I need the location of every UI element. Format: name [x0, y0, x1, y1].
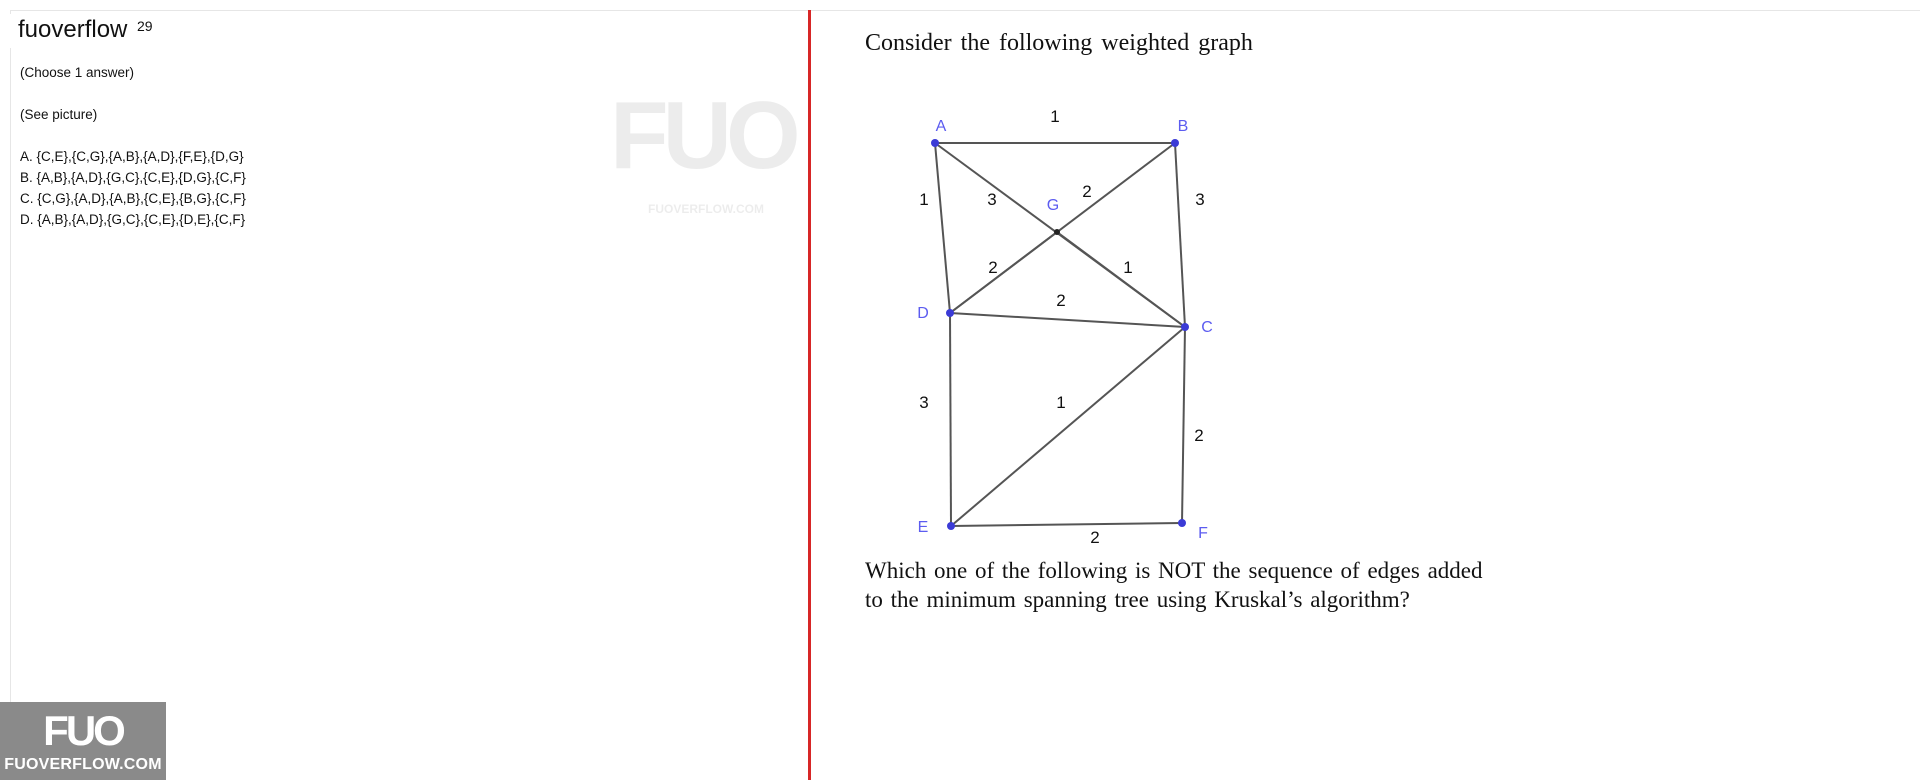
fuoverflow-badge [0, 702, 166, 780]
weight-a-c: 3 [987, 190, 997, 209]
edge-e-f [951, 523, 1182, 526]
graph-edges [935, 143, 1185, 526]
edge-e-c [951, 327, 1185, 526]
vertex-b [1171, 139, 1179, 147]
vertex-a [931, 139, 939, 147]
weight-b-d: 2 [1082, 182, 1092, 201]
weight-d-c: 2 [1056, 291, 1066, 310]
watermark-text: FUOVERFLOW.COM [648, 202, 764, 216]
edge-d-e [950, 313, 951, 526]
weight-g-c: 1 [1123, 258, 1133, 277]
vertex-label-a: A [935, 118, 947, 135]
vertex-d [946, 309, 954, 317]
weight-a-b: 1 [1050, 107, 1060, 126]
option-a[interactable]: A. {C,E},{C,G},{A,B},{A,D},{F,E},{D,G} [20, 149, 244, 164]
vertex-label-g: G [1046, 197, 1060, 214]
weight-d-e: 3 [919, 393, 929, 412]
top-border [10, 10, 1920, 11]
weight-b-c: 3 [1195, 190, 1205, 209]
graph-vertices [931, 139, 1189, 530]
answer-instruction: (Choose 1 answer) [20, 65, 135, 80]
left-border [10, 10, 11, 780]
option-c[interactable]: C. {C,G},{A,D},{A,B},{C,E},{B,G},{C,F} [20, 191, 246, 206]
edge-g-c [1057, 232, 1185, 327]
watermark [610, 82, 810, 216]
vertex-g [1054, 229, 1060, 235]
vertex-label-b: B [1177, 118, 1189, 135]
question-text: Which one of the following is NOT the sequence of edges added to the minimum spanning tree using Kruskal’s algorithm? [865, 558, 1483, 612]
badge-text: FUOVERFLOW.COM [4, 756, 162, 773]
weight-c-f: 2 [1194, 426, 1204, 445]
edge-d-c [950, 313, 1185, 327]
vertex-c [1181, 323, 1189, 331]
red-divider [808, 10, 811, 780]
question-id: 29 [137, 18, 153, 34]
edge-c-f [1182, 327, 1185, 523]
graph-vertex-labels [917, 118, 1213, 542]
vertex-label-e: E [917, 519, 929, 536]
vertex-label-c: C [1201, 319, 1213, 336]
badge-logo: FUO [43, 707, 123, 754]
option-b[interactable]: B. {A,B},{A,D},{G,C},{C,E},{D,G},{C,F} [20, 170, 246, 185]
answer-panel [20, 62, 246, 230]
graph-weights [919, 107, 1204, 547]
watermark-logo: FUO [610, 82, 795, 189]
see-picture-note: (See picture) [20, 107, 98, 122]
answer-options [20, 146, 246, 230]
weight-a-d: 1 [919, 190, 929, 209]
edge-a-d [935, 143, 950, 313]
vertex-label-d: D [917, 305, 929, 322]
edge-b-c [1175, 143, 1185, 327]
option-d[interactable]: D. {A,B},{A,D},{G,C},{C,E},{D,E},{C,F} [20, 212, 246, 227]
weight-e-f: 2 [1090, 528, 1100, 547]
weighted-graph [865, 80, 1285, 550]
graph-heading: Consider the following weighted graph [865, 30, 1253, 56]
vertex-f [1178, 519, 1186, 527]
vertex-e [947, 522, 955, 530]
edge-g-d [950, 232, 1057, 313]
weight-e-c: 1 [1056, 393, 1066, 412]
brand-title: fuoverflow [10, 14, 135, 48]
vertex-label-f: F [1198, 525, 1208, 542]
weight-g-d: 2 [988, 258, 998, 277]
